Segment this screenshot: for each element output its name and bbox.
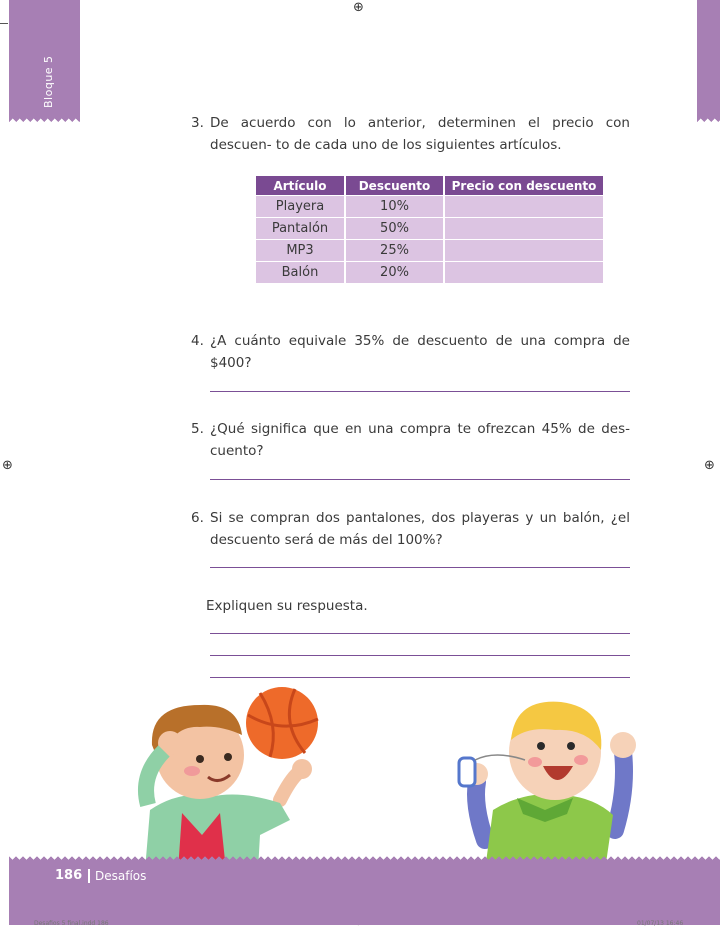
crop-mark bbox=[0, 23, 8, 24]
table-row bbox=[256, 195, 603, 217]
table-cell-discount: 20% bbox=[344, 261, 443, 283]
print-slug-file: Desafios 5 final.indd 186 bbox=[34, 920, 109, 927]
question-number: 5. bbox=[191, 421, 204, 437]
question-text: ¿A cuánto equivale 35% de descuento de una compra de $400? bbox=[210, 333, 630, 371]
block-label: Bloque 5 bbox=[42, 55, 55, 108]
answer-line-q4[interactable] bbox=[210, 391, 630, 392]
table-row bbox=[256, 239, 603, 261]
table-cell-discount: 10% bbox=[344, 195, 443, 217]
table-row bbox=[256, 217, 603, 239]
table-cell-article: MP3 bbox=[256, 239, 344, 261]
question-text: Si se compran dos pantalones, dos playeras y un balón, ¿el descuento será de más del 100%? bbox=[210, 510, 630, 548]
question-4 bbox=[191, 330, 631, 376]
print-slug-date: 01/07/13 16:46 bbox=[637, 920, 684, 927]
question-text: De acuerdo con lo anterior, determinen el precio con descuen- to de cada uno de los siguientes artículos. bbox=[210, 115, 630, 153]
table-cell-answer[interactable] bbox=[443, 261, 603, 283]
answer-line-explain-1[interactable] bbox=[210, 633, 630, 634]
registration-mark-top: ⊕ bbox=[353, 0, 364, 15]
column-header: Descuento bbox=[344, 176, 443, 195]
boy-with-ball-illustration bbox=[130, 685, 330, 870]
answer-line-explain-2[interactable] bbox=[210, 655, 630, 656]
table-cell-discount: 25% bbox=[344, 239, 443, 261]
table-cell-article: Playera bbox=[256, 195, 344, 217]
table-cell-answer[interactable] bbox=[443, 217, 603, 239]
question-6 bbox=[191, 507, 631, 553]
question-5 bbox=[191, 418, 631, 464]
table-row bbox=[256, 261, 603, 283]
table-cell-discount: 50% bbox=[344, 217, 443, 239]
page-number: 186 bbox=[55, 868, 83, 883]
table-cell-article: Balón bbox=[256, 261, 344, 283]
table-header-row bbox=[256, 176, 603, 195]
registration-mark-right: ⊕ bbox=[704, 458, 715, 473]
answer-line-q6[interactable] bbox=[210, 567, 630, 568]
table-cell-article: Pantalón bbox=[256, 217, 344, 239]
boy-with-headphones-illustration bbox=[455, 690, 645, 870]
discount-table bbox=[256, 176, 603, 283]
answer-line-q5[interactable] bbox=[210, 479, 630, 480]
registration-mark-left: ⊕ bbox=[2, 458, 13, 473]
question-number: 6. bbox=[191, 510, 204, 526]
table-cell-answer[interactable] bbox=[443, 239, 603, 261]
right-edge-tab bbox=[697, 0, 720, 116]
answer-line-explain-3[interactable] bbox=[210, 677, 630, 678]
question-number: 4. bbox=[191, 333, 204, 349]
column-header: Artículo bbox=[256, 176, 344, 195]
column-header: Precio con descuento bbox=[443, 176, 603, 195]
question-3 bbox=[191, 112, 631, 158]
footer-separator bbox=[88, 869, 90, 883]
table-cell-answer[interactable] bbox=[443, 195, 603, 217]
question-number: 3. bbox=[191, 115, 204, 131]
question-text: ¿Qué significa que en una compra te ofrezcan 45% de des- cuento? bbox=[210, 421, 630, 459]
footer-section-title: Desafíos bbox=[95, 869, 147, 883]
explain-prompt: Expliquen su respuesta. bbox=[206, 598, 368, 614]
